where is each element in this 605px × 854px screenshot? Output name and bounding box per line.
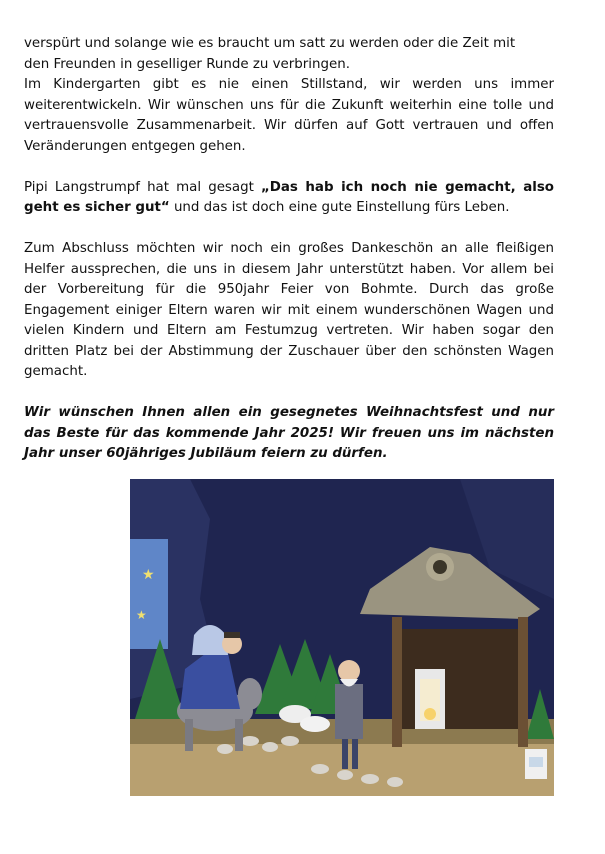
paragraph-kindergarten: Im Kindergarten gibt es nie einen Stillstand, wir werden uns immer weiterentwickeln. Wir wünschen uns für die Zukunft weiterhin eine tolle und vertrauensvolle Zusammenarbeit. Wir dürfen auf Gott vertrauen und offen Veränderungen entgegen gehen.: [24, 77, 554, 154]
quote-text: „Das hab ich noch nie gemacht, also geht es sicher gut“: [24, 179, 554, 215]
nativity-photo: [130, 479, 554, 796]
letter-text: [24, 34, 554, 465]
svg-text:★: ★: [136, 608, 147, 622]
text-line: den Freunden in geselliger Runde zu verbringen.: [24, 56, 350, 72]
nativity-scene-image: [130, 479, 554, 796]
svg-text:★: ★: [142, 567, 155, 583]
paragraph-christmas-wishes: Wir wünschen Ihnen allen ein gesegnetes Weihnachtsfest und nur das Beste für das kommende Jahr 2025! Wir freuen uns im nächsten Jahr unser 60jähriges Jubiläum feiern zu dürfen.: [24, 405, 554, 461]
paragraph-pipi-quote: [24, 178, 554, 219]
paragraph-continuation: [24, 34, 554, 75]
quote-intro: Pipi Langstrumpf hat mal gesagt: [24, 179, 261, 195]
paragraph-thanks: Zum Abschluss möchten wir noch ein großes Dankeschön an alle fleißigen Helfer aussprechen, die uns in diesem Jahr unterstützt haben. Vor allem bei der Vorbereitung für die 950jahr Feier von Bohmte. Durch das große Engagement einiger Eltern waren wir mit einem wunderschönen Wagen und vielen Kindern und Eltern am Festumzug vertreten. Wir haben sogar den dritten Platz bei der Abstimmung der Zuschauer über den schönsten Wagen gemacht.: [24, 241, 554, 379]
text-line: verspürt und solange wie es braucht um satt zu werden oder die Zeit mit: [24, 36, 516, 51]
quote-outro: und das ist doch eine gute Einstellung fürs Leben.: [169, 200, 510, 215]
